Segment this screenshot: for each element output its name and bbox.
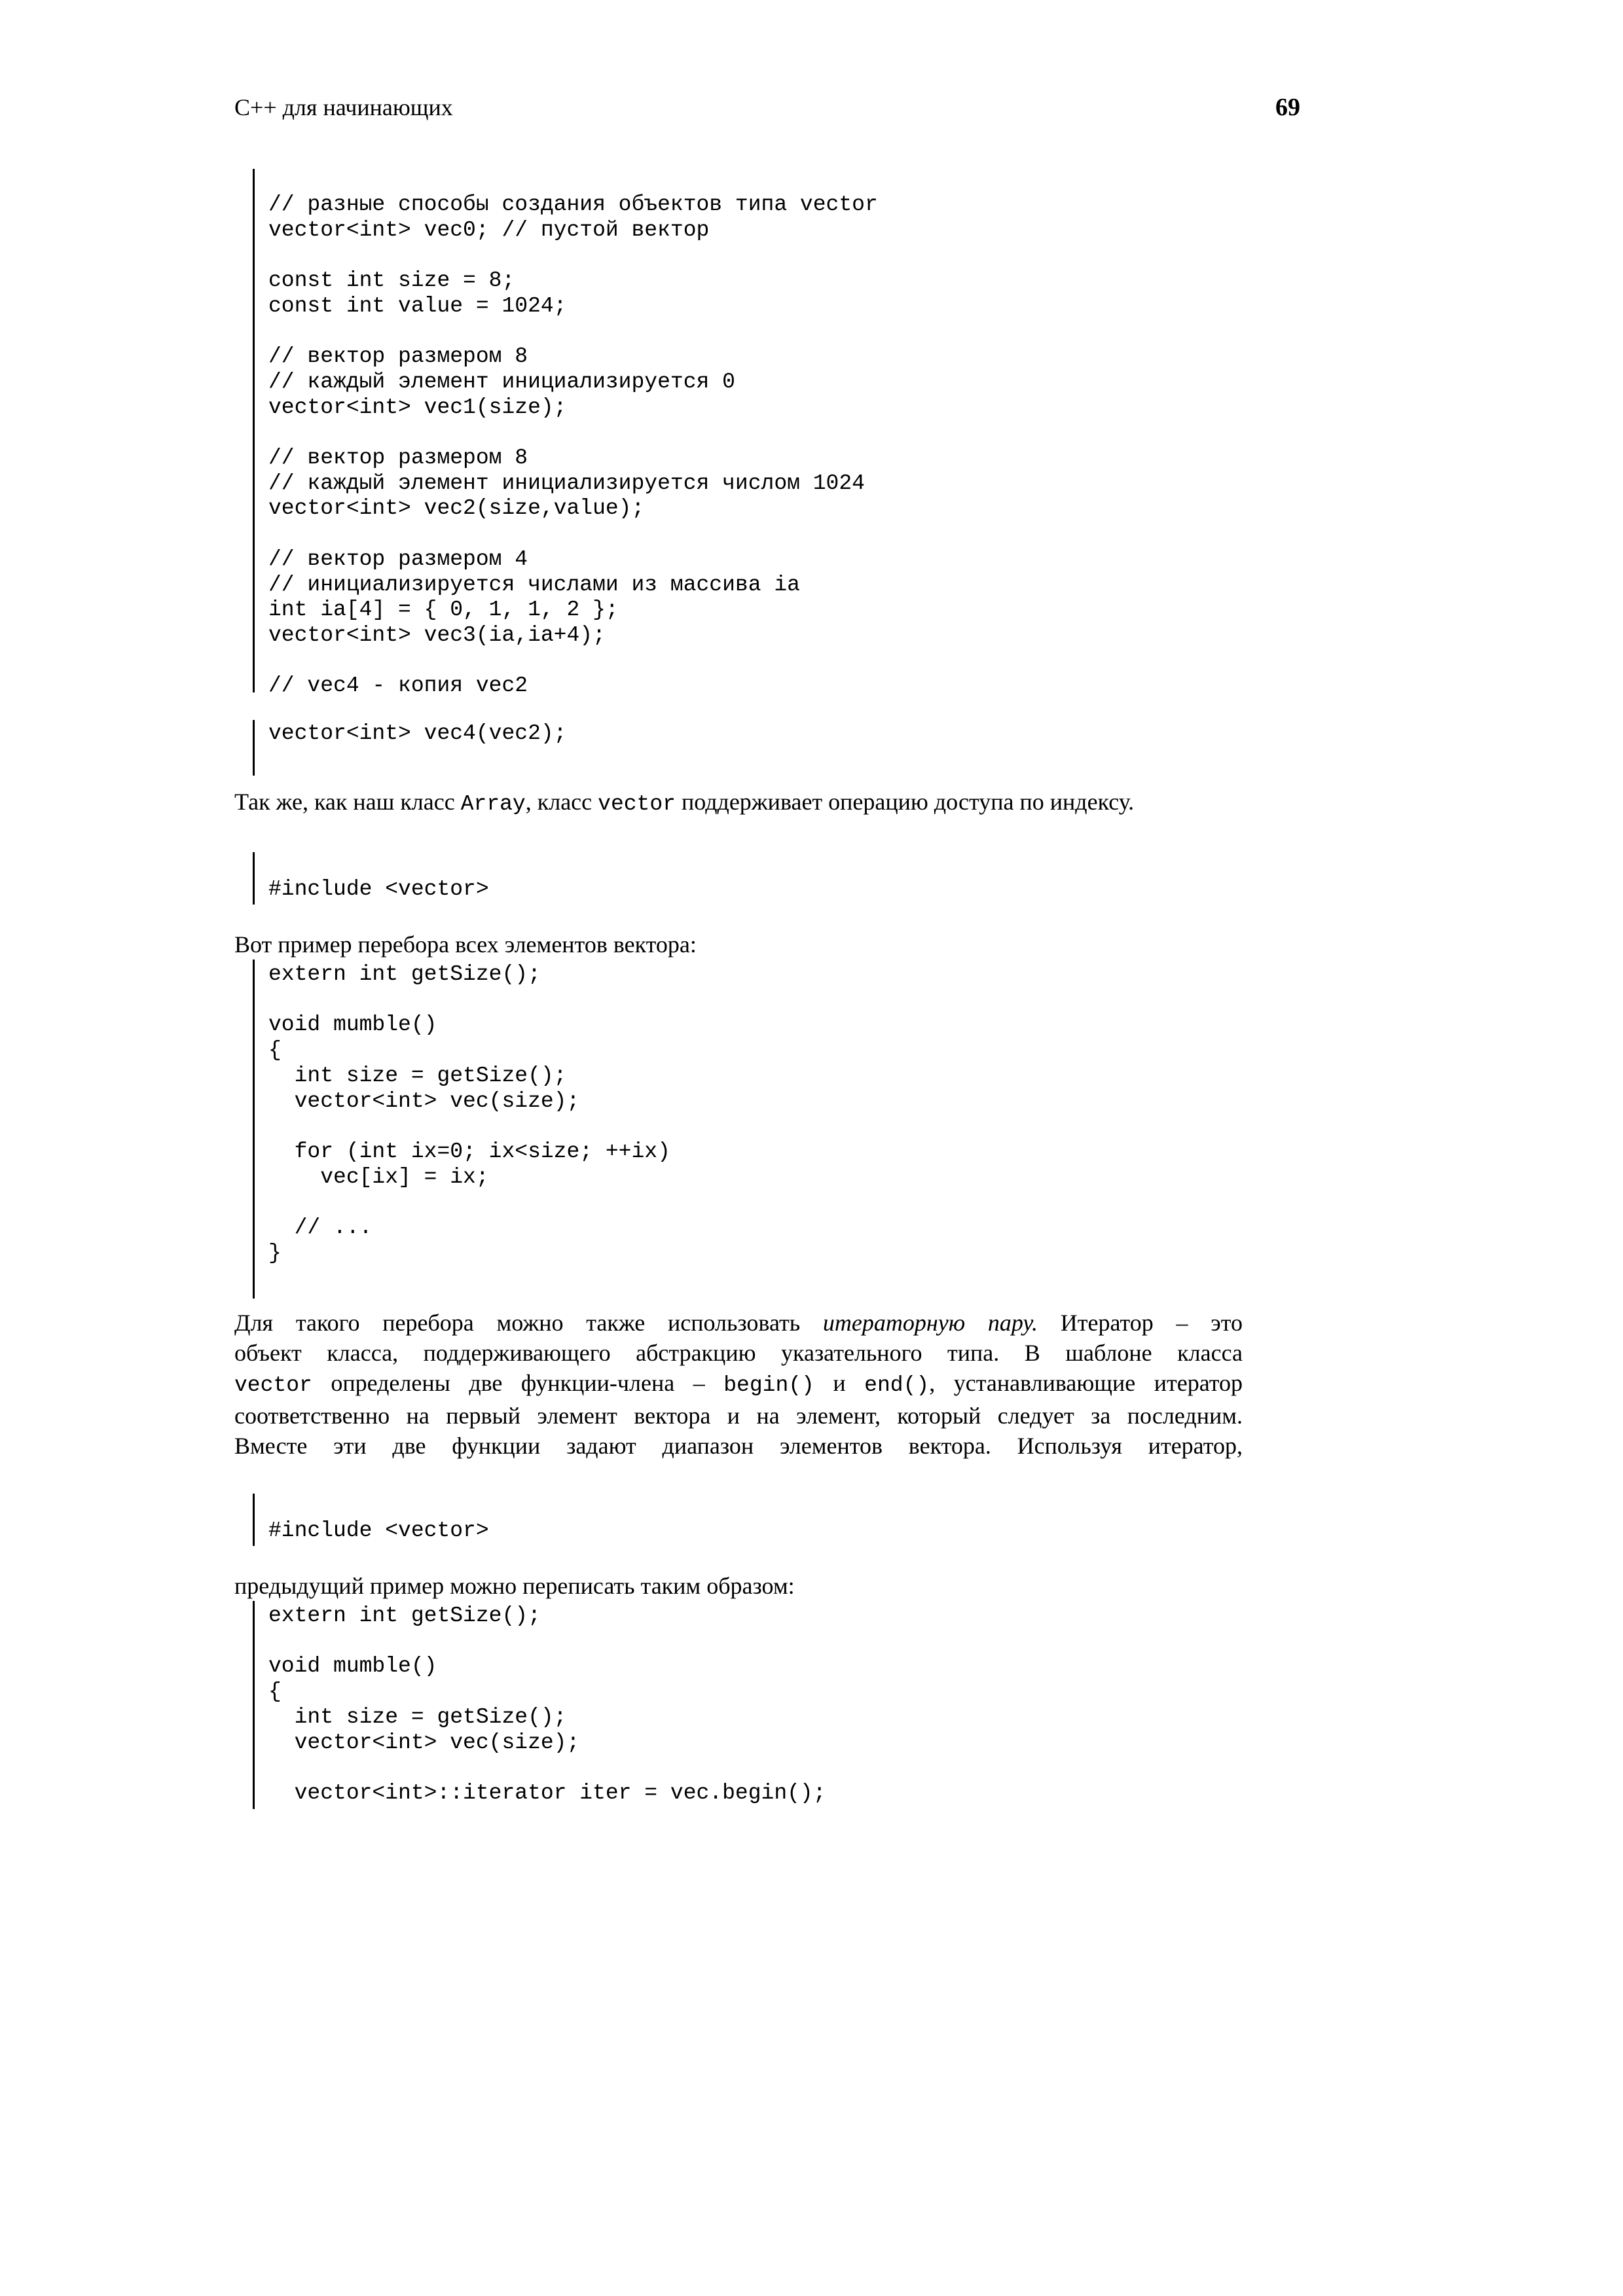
term-iterator-pair: итераторную пару. [822, 1310, 1038, 1336]
para1-mid: , класс [525, 789, 598, 815]
para3-line3-post: , устанавливающие итератор [929, 1370, 1243, 1396]
code-block-mumble-iterator: extern int getSize(); void mumble() { int size = getSize(); vector<int> vec(size); vector<int>::iterator iter = vec.begin(); [268, 1604, 826, 1805]
margin-bar [253, 169, 255, 692]
page-header-title: C++ для начинающих [234, 94, 453, 120]
paragraph-rewrite-intro: предыдущий пример можно переписать таким образом: [234, 1573, 795, 1599]
paragraph-index-access [234, 787, 1243, 819]
para3-line3-mid1: определены две функции-члена – [312, 1370, 724, 1396]
inline-code-vector: vector [598, 792, 676, 816]
inline-code-end: end() [864, 1373, 930, 1397]
para3-line1-post: Итератор – это [1038, 1310, 1243, 1336]
margin-bar [253, 960, 255, 1299]
para1-pre: Так же, как наш класс [234, 789, 461, 815]
para3-line3-mid2: и [814, 1370, 865, 1396]
margin-bar [253, 720, 255, 776]
margin-bar [253, 852, 255, 905]
inline-code-array: Array [460, 792, 526, 816]
paragraph-iteration-intro: Вот пример перебора всех элементов вектора: [234, 931, 697, 958]
code-block-mumble-index: extern int getSize(); void mumble() { int size = getSize(); vector<int> vec(size); for (int ix=0; ix<size; ++ix) vec[ix] = ix; // ... } [268, 962, 670, 1265]
include-directive: #include <vector> [268, 877, 489, 901]
inline-code-begin: begin() [723, 1373, 814, 1397]
include-directive: #include <vector> [268, 1518, 489, 1543]
para3-line5: Вместе эти две функции задают диапазон элементов вектора. Используя итератор, [234, 1433, 1243, 1459]
paragraph-iterator-pair [234, 1308, 1243, 1461]
inline-code-vector: vector [234, 1373, 312, 1397]
code-line-vec4: vector<int> vec4(vec2); [268, 721, 567, 745]
para3-line1-pre: Для такого перебора можно также использовать [234, 1310, 823, 1336]
code-block-constructors: // разные способы создания объектов типа vector vector<int> vec0; // пустой вектор const int size = 8; const int value = 1024; // вектор размером 8 // каждый элемент инициализируется 0 vector<int> vec1(size); // вектор размером 8 // каждый элемент инициализируется числом 1024 vector<int> vec2(size,value); // вектор размером 4 // инициализируется числами из массива ia int ia[4] = { 0, 1, 1, 2 }; vector<int> vec3(ia,ia+4); // vec4 - копия vec2 [268, 192, 878, 698]
margin-bar [253, 1601, 255, 1809]
para3-line4: соответственно на первый элемент вектора и на элемент, который следует за последним. [234, 1403, 1243, 1429]
margin-bar [253, 1494, 255, 1546]
para3-line2: объект класса, поддерживающего абстракцию указательного типа. В шаблоне класса [234, 1340, 1243, 1366]
para1-post: поддерживает операцию доступа по индексу. [675, 789, 1135, 815]
page-number: 69 [1275, 94, 1300, 121]
